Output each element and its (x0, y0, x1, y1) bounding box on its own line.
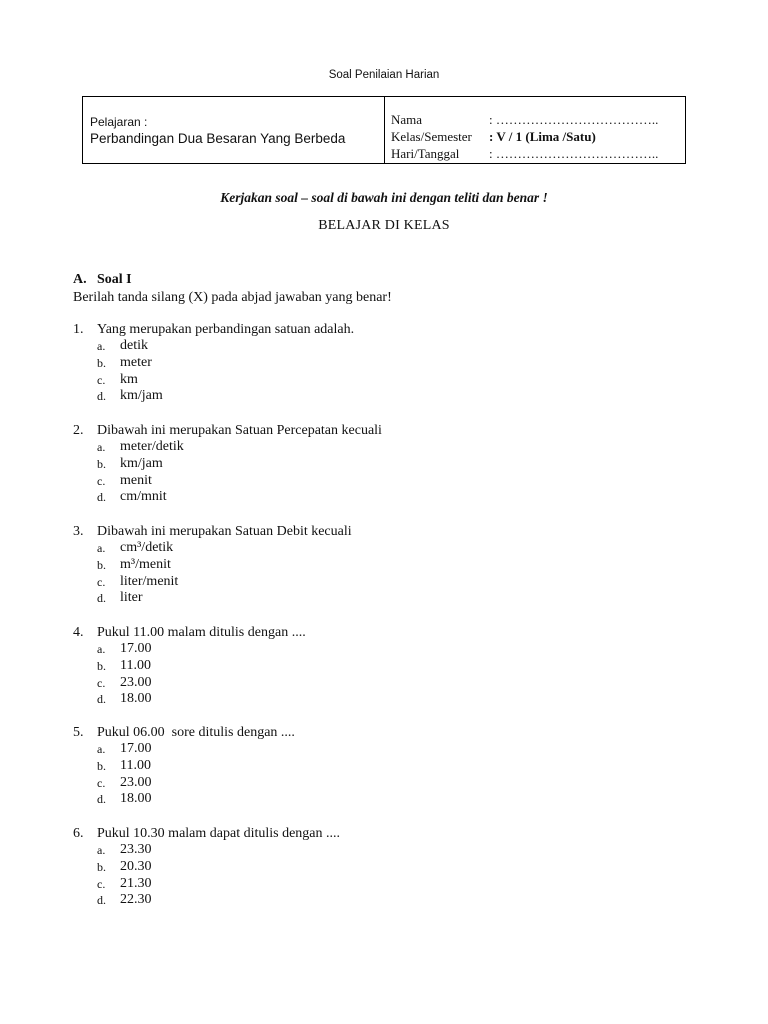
question-3 (73, 523, 352, 607)
option-d[interactable] (73, 489, 382, 506)
option-a[interactable] (73, 741, 295, 758)
option-text: meter (120, 354, 152, 370)
option-b[interactable] (73, 859, 340, 876)
option-b[interactable] (73, 658, 306, 675)
section-directive: Berilah tanda silang (X) pada abjad jawaban yang benar! (73, 290, 392, 305)
question-text: Pukul 10.30 malam dapat ditulis dengan .... (97, 826, 341, 841)
date-row (391, 145, 685, 162)
name-label: Nama (391, 112, 423, 127)
option-letter: a. (97, 541, 106, 555)
option-text: 23.00 (120, 674, 152, 690)
option-text: 22.30 (120, 892, 152, 908)
option-c[interactable] (73, 876, 340, 893)
option-a[interactable] (73, 842, 340, 859)
option-text: meter/detik (120, 439, 184, 454)
option-letter: a. (97, 339, 106, 353)
section-letter: A. (73, 272, 87, 287)
option-text: 18.00 (120, 691, 152, 707)
option-d[interactable] (73, 892, 340, 909)
option-c[interactable] (73, 372, 354, 389)
option-text: 21.30 (120, 875, 152, 891)
option-c[interactable] (73, 675, 306, 692)
option-letter: c. (97, 372, 106, 387)
question-number: 5. (73, 725, 84, 740)
class-semester-label: Kelas/Semester (391, 129, 472, 144)
option-letter: c. (97, 675, 106, 690)
option-letter: c. (97, 574, 106, 589)
question-number: 3. (73, 524, 84, 539)
question-5 (73, 724, 295, 808)
option-text: 17.00 (120, 741, 152, 756)
option-b[interactable] (73, 758, 295, 775)
class-semester-row (391, 128, 685, 145)
date-value: : ……………………………….. (489, 146, 659, 161)
option-text: km (120, 371, 138, 387)
question-number: 2. (73, 423, 84, 438)
option-letter: d. (97, 389, 106, 404)
option-text: 23.00 (120, 774, 152, 790)
option-a[interactable] (73, 641, 306, 658)
option-letter: b. (97, 557, 106, 572)
option-text: 18.00 (120, 791, 152, 807)
option-text: 20.30 (120, 858, 152, 874)
question-6 (73, 825, 340, 909)
subject-label: Pelajaran : (90, 115, 148, 129)
class-semester-value: : V / 1 (Lima /Satu) (489, 129, 596, 144)
option-d[interactable] (73, 388, 354, 405)
identity-cell (385, 97, 685, 163)
option-letter: b. (97, 355, 106, 370)
question-number: 1. (73, 322, 84, 337)
option-letter: d. (97, 591, 106, 606)
option-letter: d. (97, 490, 106, 505)
option-text: liter (120, 590, 143, 606)
name-value: : ……………………………….. (489, 112, 659, 127)
option-c[interactable] (73, 473, 382, 490)
option-letter: c. (97, 473, 106, 488)
option-letter: a. (97, 742, 106, 756)
question-text: Pukul 11.00 malam ditulis dengan .... (97, 625, 306, 640)
option-text: menit (120, 472, 152, 488)
option-letter: d. (97, 893, 106, 908)
option-text: 23.30 (120, 842, 152, 857)
option-b[interactable] (73, 557, 352, 574)
option-text: km/jam (120, 455, 163, 471)
option-b[interactable] (73, 355, 354, 372)
option-letter: d. (97, 692, 106, 707)
option-text: 11.00 (120, 657, 151, 673)
option-c[interactable] (73, 775, 295, 792)
option-text: m³/menit (120, 556, 171, 572)
question-text: Yang merupakan perbandingan satuan adalah. (97, 322, 355, 337)
option-text: cm/mnit (120, 489, 167, 505)
option-text: cm³/detik (120, 540, 174, 555)
date-label: Hari/Tanggal (391, 146, 460, 161)
option-letter: a. (97, 440, 106, 454)
question-text: Dibawah ini merupakan Satuan Debit kecuali (97, 524, 352, 539)
question-text: Pukul 06.00 sore ditulis dengan .... (97, 725, 295, 740)
option-d[interactable] (73, 590, 352, 607)
option-text: detik (120, 338, 148, 353)
option-a[interactable] (73, 439, 382, 456)
option-a[interactable] (73, 540, 352, 557)
option-letter: b. (97, 859, 106, 874)
option-letter: d. (97, 792, 106, 807)
option-letter: c. (97, 876, 106, 891)
option-letter: b. (97, 658, 106, 673)
option-text: 11.00 (120, 757, 151, 773)
instruction: Kerjakan soal – soal di bawah ini dengan teliti dan benar ! (220, 190, 548, 205)
option-text: km/jam (120, 388, 163, 404)
option-d[interactable] (73, 791, 295, 808)
subject-cell (83, 97, 385, 163)
subject-value: Perbandingan Dua Besaran Yang Berbeda (90, 131, 346, 146)
option-letter: b. (97, 456, 106, 471)
question-1 (73, 321, 354, 405)
option-letter: a. (97, 642, 106, 656)
question-text: Dibawah ini merupakan Satuan Percepatan kecuali (97, 423, 382, 438)
option-a[interactable] (73, 338, 354, 355)
option-b[interactable] (73, 456, 382, 473)
document-title: Soal Penilaian Harian (328, 69, 440, 81)
option-letter: a. (97, 843, 106, 857)
question-number: 6. (73, 826, 84, 841)
question-2 (73, 422, 382, 506)
option-letter: b. (97, 758, 106, 773)
question-number: 4. (73, 625, 84, 640)
question-4 (73, 624, 306, 708)
section-heading: BELAJAR DI KELAS (318, 218, 450, 233)
option-d[interactable] (73, 691, 306, 708)
name-row (391, 111, 685, 128)
section-name: Soal I (97, 272, 132, 287)
option-text: liter/menit (120, 573, 179, 589)
option-letter: c. (97, 775, 106, 790)
option-text: 17.00 (120, 641, 152, 656)
option-c[interactable] (73, 574, 352, 591)
header-table (82, 96, 686, 164)
section-title (73, 272, 132, 288)
